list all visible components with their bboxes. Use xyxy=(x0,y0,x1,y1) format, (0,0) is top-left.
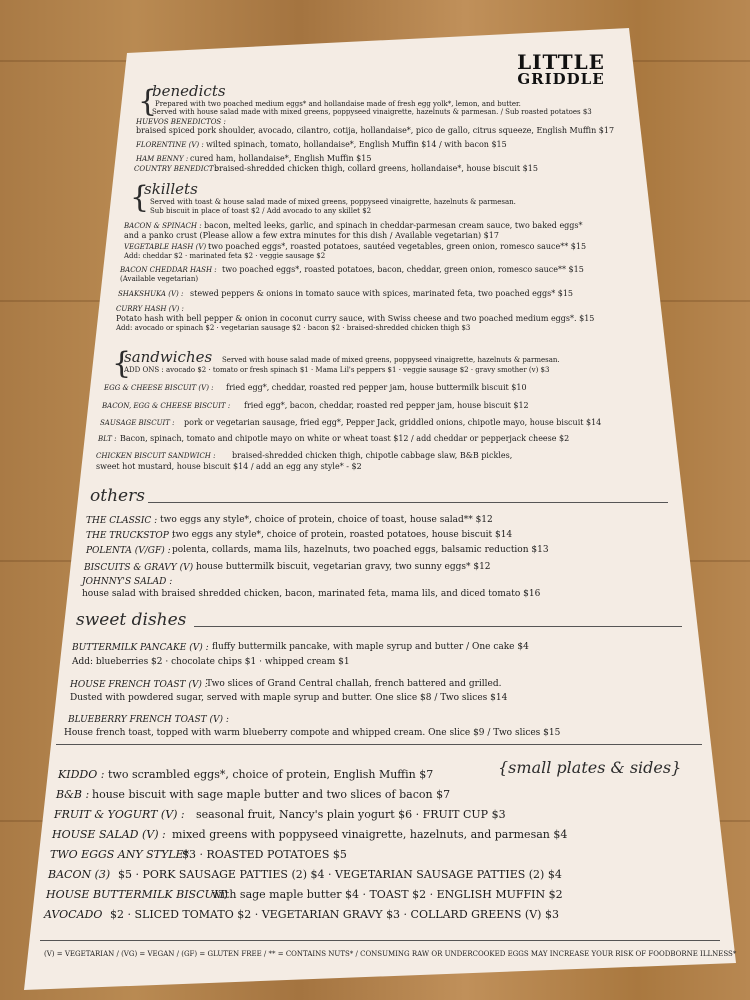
others-title: others xyxy=(90,486,145,506)
sandwiches-item-desc: fried egg*, cheddar, roasted red pepper jam, house buttermilk biscuit $10 xyxy=(226,383,527,392)
small-plates-item-desc: two scrambled eggs*, choice of protein, English Muffin $7 xyxy=(108,768,434,781)
sweet-rule xyxy=(194,626,682,627)
benedicts-item-name: HUEVOS BENEDICTOS : xyxy=(136,118,226,126)
logo xyxy=(506,52,616,87)
logo-line2: GRIDDLE xyxy=(517,70,605,88)
benedicts-item-desc: braised spiced pork shoulder, avocado, cilantro, cotija, hollandaise*, pico de gallo, citrus squeeze, English Muffin $17 xyxy=(136,126,615,135)
small-plates-item-name: HOUSE BUTTERMILK BISCUIT, xyxy=(46,888,228,901)
sandwiches-item-desc: pork or vegetarian sausage, fried egg*, Pepper Jack, griddled onions, chipotle mayo, house biscuit $14 xyxy=(184,418,602,427)
sweet-item-desc: fluffy buttermilk pancake, with maple syrup and butter / One cake $4 xyxy=(212,642,529,652)
small-plates-item-desc: $3 · ROASTED POTATOES $5 xyxy=(182,848,347,861)
sweet-item-desc2: Dusted with powdered sugar, served with maple syrup and butter. One slice $8 / Two slices $14 xyxy=(70,693,508,703)
small-plates-item-name: KIDDO : xyxy=(58,768,105,781)
small-plates-item-name: AVOCADO xyxy=(44,908,103,921)
sandwiches-item-name: BLT : xyxy=(98,435,117,443)
sweet-item-desc2: Add: blueberries $2 · chocolate chips $1 · whipped cream $1 xyxy=(72,657,350,667)
small-plates-item-name: BACON (3) xyxy=(48,868,111,881)
benedicts-item-name: COUNTRY BENEDICT : xyxy=(134,165,219,173)
sandwiches-intro2: ADD ONS : avocado $2 · tomato or fresh spinach $1 · Mama Lil's peppers $1 · veggie sausage $2 · gravy smother (v) $3 xyxy=(124,366,550,374)
benedicts-intro2: Served with house salad made with mixed greens, poppyseed vinaigrette, hazelnuts & parmesan. / Sub roasted potatoes $3 xyxy=(152,108,592,116)
skillets-item-desc2: (Available vegetarian) xyxy=(120,275,199,283)
skillets-item-name: BACON CHEDDAR HASH : xyxy=(120,266,217,274)
skillets-item-desc: two poached eggs*, roasted potatoes, bacon, cheddar, green onion, romesco sauce** $15 xyxy=(222,265,584,274)
sandwiches-item-name: EGG & CHEESE BISCUIT (V) : xyxy=(104,384,214,392)
sweet-item-name: BLUEBERRY FRENCH TOAST (V) : xyxy=(68,715,229,725)
others-item-name: JOHNNY'S SALAD : xyxy=(82,577,173,587)
benedicts-intro1: Prepared with two poached medium eggs* and hollandaise made of fresh egg yolk*, lemon, and butter. xyxy=(155,100,521,108)
small-plates-item-desc: with sage maple butter $4 · TOAST $2 · ENGLISH MUFFIN $2 xyxy=(212,888,563,901)
others-item-desc: polenta, collards, mama lils, hazelnuts, two poached eggs, balsamic reduction $13 xyxy=(172,545,549,555)
sweet-item-desc: Two slices of Grand Central challah, french battered and grilled. xyxy=(206,679,502,689)
sweet-item-name: BUTTERMILK PANCAKE (V) : xyxy=(72,643,209,653)
skillets-item-desc: stewed peppers & onions in tomato sauce with spices, marinated feta, two poached eggs* $15 xyxy=(190,289,574,298)
small-plates-title: {small plates & sides} xyxy=(498,758,682,777)
footer-note: (V) = VEGETARIAN / (VG) = VEGAN / (GF) = GLUTEN FREE / ** = CONTAINS NUTS* / CONSUMING RAW OR UNDERCOOKED EGGS MAY INCREASE YOUR RISK OF FOODBORNE ILLNESS* xyxy=(44,950,737,958)
benedicts-item-name: HAM BENNY : xyxy=(136,155,189,163)
benedicts-item-desc: braised-shredded chicken thigh, collard greens, hollandaise*, house biscuit $15 xyxy=(214,164,538,173)
small-plates-item-desc: $2 · SLICED TOMATO $2 · VEGETARIAN GRAVY $3 · COLLARD GREENS (V) $3 xyxy=(110,908,559,921)
sweet-item-name: HOUSE FRENCH TOAST (V) : xyxy=(70,680,208,690)
small-plates-item-desc: house biscuit with sage maple butter and two slices of bacon $7 xyxy=(92,788,451,801)
skillets-title: skillets xyxy=(144,180,198,198)
skillets-item-name: CURRY HASH (V) : xyxy=(116,305,184,313)
others-item-desc2: house salad with braised shredded chicken, bacon, marinated feta, mama lils, and diced tomato $16 xyxy=(82,589,541,599)
sandwiches-item-desc: fried egg*, bacon, cheddar, roasted red pepper jam, house biscuit $12 xyxy=(244,401,529,410)
skillets-item-desc3: Add: avocado or spinach $2 · vegetarian sausage $2 · bacon $2 · braised-shredded chicken thigh $3 xyxy=(116,324,471,332)
small-plates-item-desc: seasonal fruit, Nancy's plain yogurt $6 · FRUIT CUP $3 xyxy=(196,808,506,821)
small-plates-item-name: HOUSE SALAD (V) : xyxy=(52,828,166,841)
skillets-item-desc: bacon, melted leeks, garlic, and spinach in cheddar-parmesan cream sauce, two baked eggs* xyxy=(204,221,583,230)
sides-rule xyxy=(56,744,702,745)
logo-line1: LITTLE xyxy=(517,50,605,74)
benedicts-item-name: FLORENTINE (V) : xyxy=(136,141,204,149)
skillets-intro2: Sub biscuit in place of toast $2 / Add avocado to any skillet $2 xyxy=(150,207,372,215)
skillets-item-desc2: Add: cheddar $2 · marinated feta $2 · veggie sausage $2 xyxy=(124,252,326,260)
benedicts-title: benedicts xyxy=(152,82,226,100)
benedicts-brace: { xyxy=(138,84,158,119)
others-item-name: BISCUITS & GRAVY (V) : xyxy=(84,563,199,573)
skillets-item-name: VEGETABLE HASH (V) : xyxy=(124,243,211,251)
small-plates-item-desc: $5 · PORK SAUSAGE PATTIES (2) $4 · VEGETARIAN SAUSAGE PATTIES (2) $4 xyxy=(118,868,562,881)
sweet-item-desc2: House french toast, topped with warm blueberry compote and whipped cream. One slice $9 / Two slices $15 xyxy=(64,728,561,738)
skillets-item-desc2: and a panko crust (Please allow a few extra minutes for this dish / Available vegetarian) $17 xyxy=(124,231,499,240)
sandwiches-item-desc2: sweet hot mustard, house biscuit $14 / add an egg any style* - $2 xyxy=(96,462,362,471)
skillets-intro1: Served with toast & house salad made of mixed greens, poppyseed vinaigrette, hazelnuts & parmesan. xyxy=(150,198,516,206)
small-plates-item-desc: mixed greens with poppyseed vinaigrette, hazelnuts, and parmesan $4 xyxy=(172,828,568,841)
skillets-item-desc: two poached eggs*, roasted potatoes, sautéed vegetables, green onion, romesco sauce** $15 xyxy=(208,242,587,251)
others-item-desc: house buttermilk biscuit, vegetarian gravy, two sunny eggs* $12 xyxy=(196,562,491,572)
others-item-desc: two eggs any style*, choice of protein, roasted potatoes, house biscuit $14 xyxy=(172,530,513,540)
skillets-item-name: SHAKSHUKA (V) : xyxy=(118,290,184,298)
sandwiches-item-name: SAUSAGE BISCUIT : xyxy=(100,419,175,427)
others-item-name: POLENTA (V/GF) : xyxy=(86,546,171,556)
sweet-title: sweet dishes xyxy=(76,610,187,630)
sandwiches-item-desc: braised-shredded chicken thigh, chipotle cabbage slaw, B&B pickles, xyxy=(232,451,513,460)
others-rule xyxy=(148,502,668,503)
skillets-item-desc2: Potato hash with bell pepper & onion in coconut curry sauce, with Swiss cheese and two poached medium eggs*. $15 xyxy=(116,314,595,323)
skillets-item-name: BACON & SPINACH : xyxy=(124,222,202,230)
sandwiches-item-name: BACON, EGG & CHEESE BISCUIT : xyxy=(102,402,231,410)
small-plates-item-name: FRUIT & YOGURT (V) : xyxy=(54,808,185,821)
small-plates-item-name: B&B : xyxy=(56,788,90,801)
sandwiches-item-name: CHICKEN BISCUIT SANDWICH : xyxy=(96,452,216,460)
sandwiches-title: sandwiches xyxy=(124,348,213,366)
others-item-desc: two eggs any style*, choice of protein, choice of toast, house salad** $12 xyxy=(160,515,493,525)
others-item-name: THE CLASSIC : xyxy=(86,516,158,526)
sandwiches-intro1: Served with house salad made of mixed greens, poppyseed vinaigrette, hazelnuts & parmesan. xyxy=(222,356,560,364)
sandwiches-item-desc: Bacon, spinach, tomato and chipotle mayo on white or wheat toast $12 / add cheddar or pepperjack cheese $2 xyxy=(120,434,570,443)
benedicts-item-desc: wilted spinach, tomato, hollandaise*, English Muffin $14 / with bacon $15 xyxy=(206,140,507,149)
footer-rule xyxy=(40,940,720,941)
benedicts-item-desc: cured ham, hollandaise*, English Muffin $15 xyxy=(190,154,372,163)
small-plates-item-name: TWO EGGS ANY STYLE* xyxy=(50,848,190,861)
skillets-brace: { xyxy=(130,180,150,215)
sandwiches-brace: { xyxy=(112,346,132,381)
others-item-name: THE TRUCKSTOP : xyxy=(86,531,175,541)
